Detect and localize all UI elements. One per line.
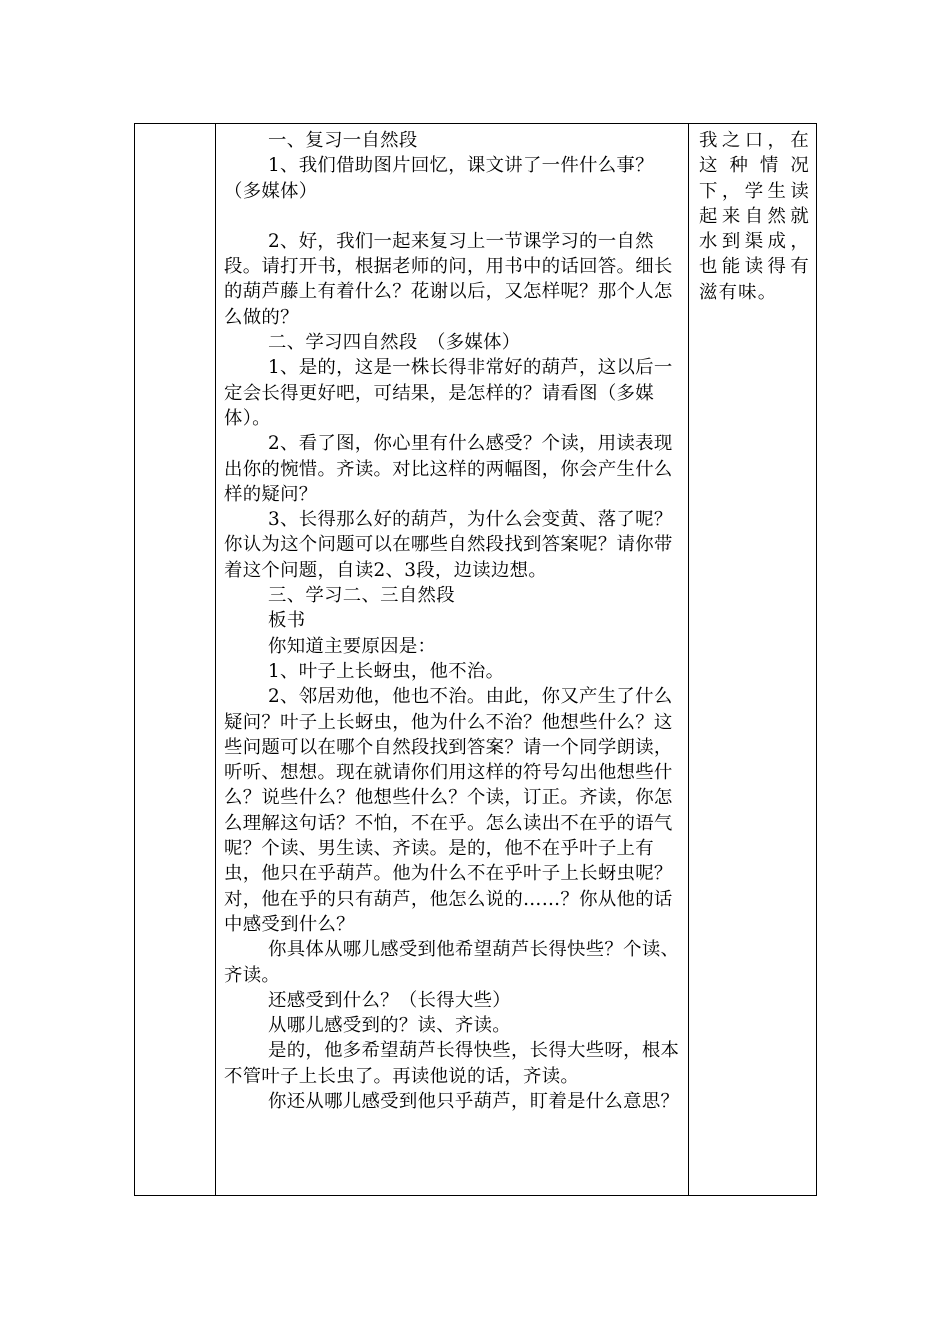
paragraph: 2、看了图，你心里有什么感受？个读，用读表现出你的惋惜。齐读。对比这样的两幅图，你会产生什么样的疑问？ xyxy=(224,433,673,505)
design-note-text: 我之口，在这种情况下，学生读起来自然就水到渠成，也能读得有滋有味。 xyxy=(699,130,810,303)
lesson-plan-table xyxy=(134,123,817,1196)
design-note-cell xyxy=(689,124,817,1196)
paragraph: 3、长得那么好的葫芦，为什么会变黄、落了呢？你认为这个问题可以在哪些自然段找到答案呢？请你带着这个问题，自读2、3段，边读边想。 xyxy=(224,509,673,581)
section-heading: 一、复习一自然段 xyxy=(268,130,418,151)
section-heading: 三、学习二、三自然段 xyxy=(268,585,455,607)
paragraph: 板书 xyxy=(268,610,306,632)
table-row xyxy=(135,124,817,1196)
paragraph: 2、好，我们一起来复习上一节课学习的一自然段。请打开书，根据老师的问，用书中的话回答。细长的葫芦藤上有着什么？花谢以后，又怎样呢？那个人怎么做的？ xyxy=(224,230,673,328)
paragraph: 还感受到什么？（长得大些） xyxy=(268,989,511,1011)
paragraph: 你还从哪儿感受到他只乎葫芦，盯着是什么意思？ xyxy=(268,1090,680,1112)
section-heading: 二、学习四自然段 （多媒体） xyxy=(268,332,521,354)
paragraph: 2、邻居劝他，他也不治。由此，你又产生了什么疑问？叶子上长蚜虫，他为什么不治？他想些什么？这些问题可以在哪个自然段找到答案？请一个同学朗读，听听、想想。现在就请你们用这样的符号勾出他想些什么？说些什么？他想些什么？个读，订正。齐读，你怎么理解这句话？不怕，不在乎。怎么读出不在乎的语气呢？个读、男生读、齐读。是的，他不在乎叶子上有虫，他只在乎葫芦。他为什么不在乎叶子上长蚜虫呢？对，他在乎的只有葫芦，他怎么说的……？你从他的话中感受到什么？ xyxy=(224,686,673,935)
paragraph: 1、是的，这是一株长得非常好的葫芦，这以后一定会长得更好吧，可结果，是怎样的？请看图（多媒体）。 xyxy=(224,357,673,429)
teaching-process-cell xyxy=(216,124,689,1196)
paragraph: 从哪儿感受到的？读、齐读。 xyxy=(268,1015,511,1037)
paragraph: 是的，他多希望葫芦长得快些，长得大些呀，根本不管叶子上长虫了。再读他说的话，齐读。 xyxy=(224,1040,680,1087)
paragraph: 1、我们借助图片回忆，课文讲了一件什么事？（多媒体） xyxy=(224,155,654,202)
paragraph: 你具体从哪儿感受到他希望葫芦长得快些？个读、齐读。 xyxy=(224,939,680,986)
paragraph: 1、叶子上长蚜虫，他不治。 xyxy=(268,660,505,682)
left-column-cell xyxy=(135,124,216,1196)
paragraph: 你知道主要原因是： xyxy=(268,635,437,657)
blank-line xyxy=(224,204,683,229)
teaching-process-text xyxy=(216,124,688,1114)
